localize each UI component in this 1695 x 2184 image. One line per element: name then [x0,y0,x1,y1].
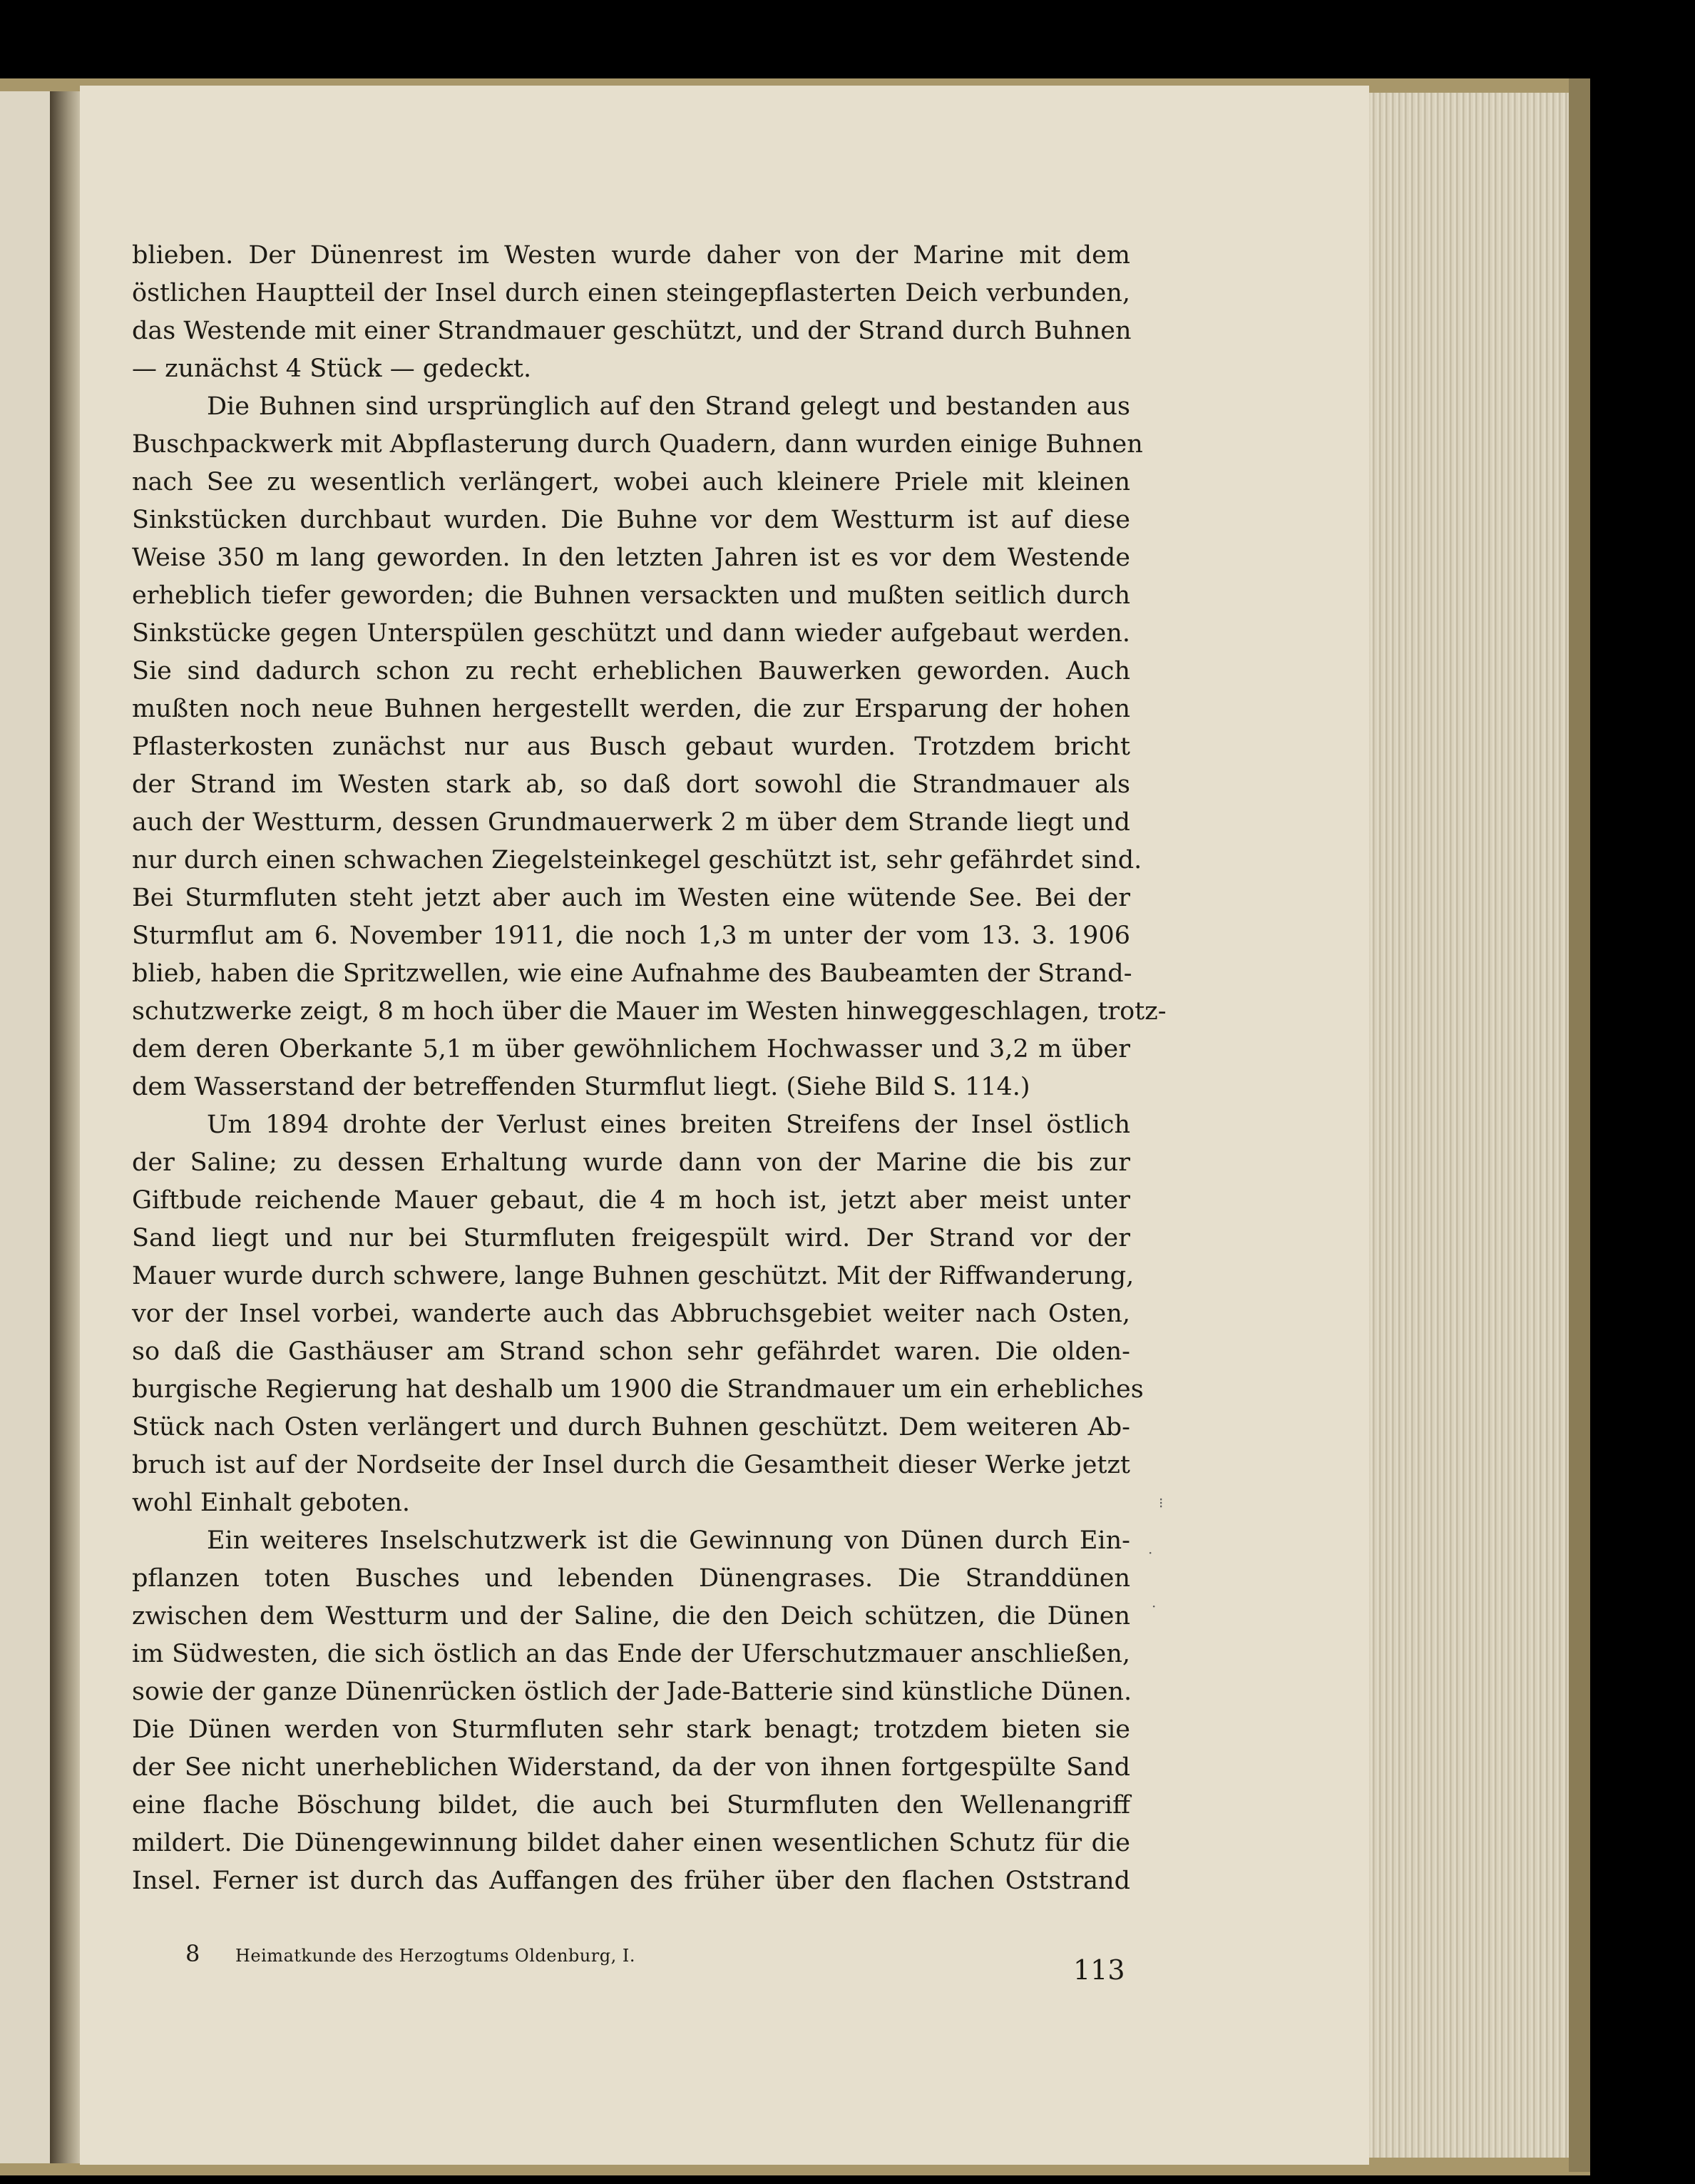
text-line: Sie sind dadurch schon zu recht erheblichen Bauwerken geworden. Auch [132,657,1130,685]
text-line: Ein weiteres Inselschutzwerk ist die Gewinnung von Dünen durch Ein- [207,1526,1130,1555]
text-line: wohl Einhalt geboten. [132,1489,411,1517]
text-line: der Saline; zu dessen Erhaltung wurde dann von der Marine die bis zur [132,1148,1130,1177]
page-stack [1369,93,1583,2158]
text-line: Weise 350 m lang geworden. In den letzten Jahren ist es vor dem Westende [132,544,1130,572]
text-line: Stück nach Osten verlängert und durch Buhnen geschützt. Dem weiteren Ab- [132,1413,1130,1441]
text-line: Sand liegt und nur bei Sturmfluten freigespült wird. Der Strand vor der [132,1224,1130,1252]
text-line: östlichen Hauptteil der Insel durch einen steingepflasterten Deich verbunden, [132,279,1130,307]
text-line: Buschpackwerk mit Abpflasterung durch Quadern, dann wurden einige Buhnen [132,430,1143,459]
text-line: blieben. Der Dünenrest im Westen wurde daher von der Marine mit dem [132,241,1130,270]
text-line: Insel. Ferner ist durch das Auffangen des früher über den flachen Oststrand [132,1867,1130,1895]
text-line: Giftbude reichende Mauer gebaut, die 4 m hoch ist, jetzt aber meist unter [132,1186,1130,1215]
text-line: — zunächst 4 Stück — gedeckt. [132,354,532,383]
page-number: 113 [1073,1954,1125,1986]
text-line: blieb, haben die Spritzwellen, wie eine Aufnahme des Baubeamten der Strand- [132,959,1132,988]
text-line: pflanzen toten Busches und lebenden Dünengrases. Die Stranddünen [132,1564,1130,1593]
footnote-text: Heimatkunde des Herzogtums Oldenburg, I. [235,1946,635,1966]
text-line: Um 1894 drohte der Verlust eines breiten Streifens der Insel östlich [207,1111,1130,1139]
book-gutter [50,91,80,2163]
text-line: sowie der ganze Dünenrücken östlich der Jade-Batterie sind künstliche Dünen. [132,1678,1132,1706]
text-line: der Strand im Westen stark ab, so daß dort sowohl die Strandmauer als [132,770,1130,799]
text-line: bruch ist auf der Nordseite der Insel durch die Gesamtheit dieser Werke jetzt [132,1451,1130,1479]
text-line: zwischen dem Westturm und der Saline, die den Deich schützen, die Dünen [132,1602,1130,1631]
text-line: Die Dünen werden von Sturmfluten sehr stark benagt; trotzdem bieten sie [132,1715,1130,1744]
pencil-mark: · [1152,1598,1157,1615]
text-line: dem Wasserstand der betreffenden Sturmflut liegt. (Siehe Bild S. 114.) [132,1073,1030,1101]
text-line: mildert. Die Dünengewinnung bildet daher einen wesentlichen Schutz für die [132,1829,1130,1857]
text-line: im Südwesten, die sich östlich an das Ende der Uferschutzmauer anschließen, [132,1640,1130,1668]
left-page-edge [0,91,50,2163]
text-line: burgische Regierung hat deshalb um 1900 die Strandmauer um ein erhebliches [132,1375,1144,1404]
text-line: schutzwerke zeigt, 8 m hoch über die Mauer im Westen hinweggeschlagen, trotz- [132,997,1167,1026]
text-line: auch der Westturm, dessen Grundmauerwerk 2 m über dem Strande liegt und [132,808,1130,837]
text-line: vor der Insel vorbei, wanderte auch das Abbruchsgebiet weiter nach Osten, [132,1300,1130,1328]
text-line: Die Buhnen sind ursprünglich auf den Strand gelegt und bestanden aus [207,392,1130,421]
text-line: nur durch einen schwachen Ziegelsteinkegel geschützt ist, sehr gefährdet sind. [132,846,1142,874]
pencil-mark: ⁝ [1159,1494,1164,1511]
text-line: Mauer wurde durch schwere, lange Buhnen geschützt. Mit der Riffwanderung, [132,1262,1135,1290]
text-line: Sinkstücken durchbaut wurden. Die Buhne vor dem Westturm ist auf diese [132,506,1130,534]
text-line: so daß die Gasthäuser am Strand schon sehr gefährdet waren. Die olden- [132,1337,1130,1366]
pencil-mark: · [1148,1544,1153,1561]
text-line: eine flache Böschung bildet, die auch bei Sturmfluten den Wellenangriff [132,1791,1130,1820]
text-line: der See nicht unerheblichen Widerstand, da der von ihnen fortgespülte Sand [132,1753,1130,1782]
signature-number: 8 [185,1940,200,1967]
text-line: Bei Sturmfluten steht jetzt aber auch im Westen eine wütende See. Bei der [132,884,1130,912]
text-line: Sturmflut am 6. November 1911, die noch 1,3 m unter der vom 13. 3. 1906 [132,922,1130,950]
text-line: das Westende mit einer Strandmauer geschützt, und der Strand durch Buhnen [132,317,1132,345]
text-line: nach See zu wesentlich verlängert, wobei auch kleinere Priele mit kleinen [132,468,1130,496]
text-line: Pflasterkosten zunächst nur aus Busch gebaut wurden. Trotzdem bricht [132,733,1130,761]
text-line: Sinkstücke gegen Unterspülen geschützt und dann wieder aufgebaut werden. [132,619,1130,648]
text-line: dem deren Oberkante 5,1 m über gewöhnlichem Hochwasser und 3,2 m über [132,1035,1130,1063]
cover-edge [1569,78,1590,2172]
text-line: mußten noch neue Buhnen hergestellt werden, die zur Ersparung der hohen [132,695,1130,723]
text-line: erheblich tiefer geworden; die Buhnen versackten und mußten seitlich durch [132,581,1130,610]
